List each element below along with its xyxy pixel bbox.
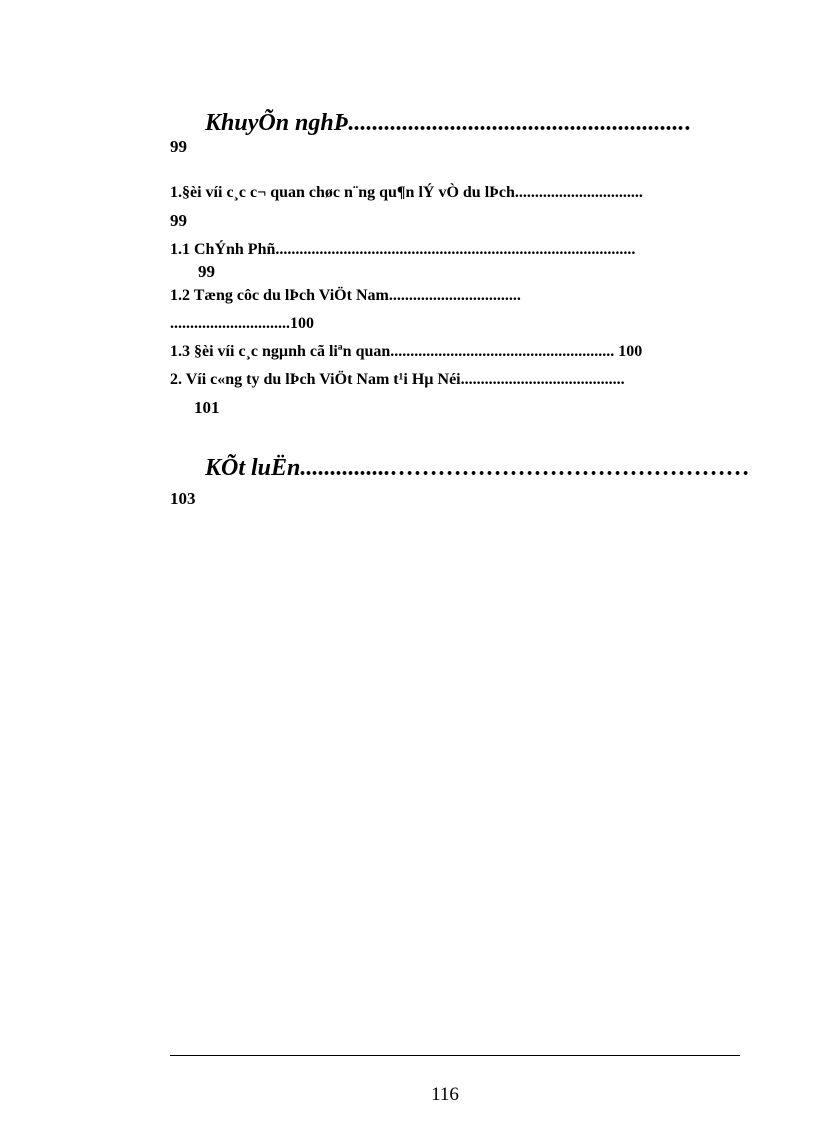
page-number: 116 (431, 1084, 459, 1105)
toc-page-number: 99 (198, 262, 215, 281)
toc-item-1-3: 1.3 §èi víi c¸c ngµnh cã liªn quan........................................................ 100 (170, 343, 643, 360)
heading-khuyen-nghi-text: KhuyÕn nghÞ........................................................ (205, 110, 685, 136)
toc-page-number: 103 (170, 489, 196, 508)
toc-heading-khuyen-nghi (205, 108, 690, 138)
toc-page-number: 101 (194, 398, 220, 417)
toc-item-2: 2. Víi c«ng ty du lÞch ViÖt Nam t¹i Hµ Néi......................................... (170, 371, 625, 388)
toc-item-1-2-continuation: ..............................100 (170, 315, 314, 332)
toc-page-number: 99 (170, 137, 187, 156)
heading-trailing-dot: . (684, 110, 691, 136)
toc-item-1: 1.§èi víi c¸c c¬ quan chøc n¨ng qu¶n lÝ vÒ du lÞch................................ (170, 184, 643, 201)
toc-heading-ket-luan: KÕt luËn...............……………………………………… (205, 455, 751, 481)
footer-divider (170, 1055, 740, 1056)
toc-item-1-1: 1.1 ChÝnh Phñ.......................................................................................... (170, 241, 636, 258)
toc-page-number: 99 (170, 211, 187, 230)
toc-item-1-2: 1.2 Tæng côc du lÞch ViÖt Nam................................. (170, 287, 521, 304)
